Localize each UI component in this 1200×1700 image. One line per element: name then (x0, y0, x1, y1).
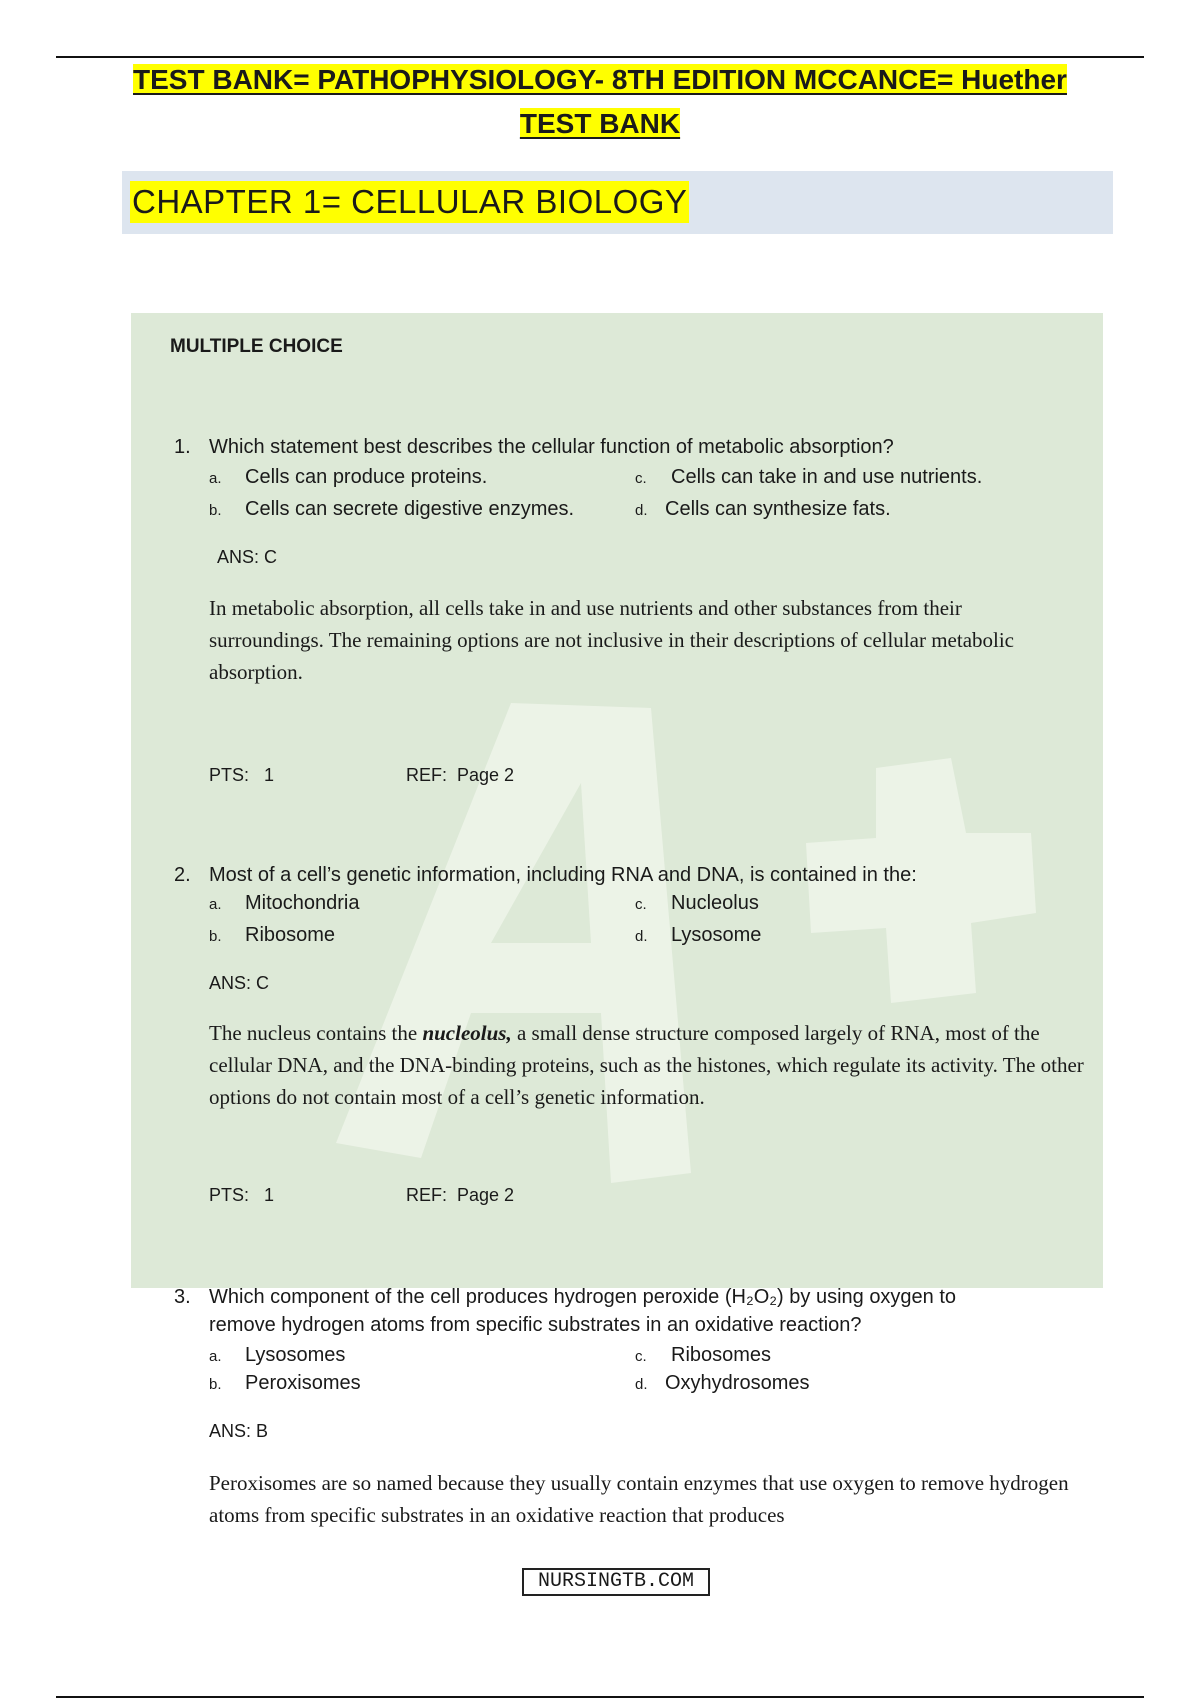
source-site-link[interactable]: NURSINGTB.COM (522, 1568, 710, 1596)
option-letter: c. (635, 470, 647, 487)
option-letter: a. (209, 896, 222, 913)
answer-key: ANS: C (209, 973, 270, 993)
option-text: Peroxisomes (245, 1372, 361, 1394)
option-letter: d. (635, 1376, 648, 1393)
section-heading: MULTIPLE CHOICE (170, 336, 343, 357)
document-title-line2: TEST BANK (519, 108, 681, 139)
option-text: Cells can secrete digestive enzymes. (245, 498, 575, 520)
question-text: Most of a cell’s genetic information, including RNA and DNA, is contained in the: (209, 864, 917, 886)
points: PTS: 1 (209, 1185, 275, 1205)
chapter-heading-band (122, 171, 1113, 234)
question-number: 1. (174, 436, 191, 458)
option-letter: c. (635, 1348, 647, 1365)
option-letter: a. (209, 470, 222, 487)
bottom-rule (56, 1696, 1144, 1698)
option-text: Lysosome (671, 924, 762, 946)
option-text: Mitochondria (245, 892, 360, 914)
option-letter: b. (209, 928, 222, 945)
option-text: Cells can synthesize fats. (665, 498, 891, 520)
answer-key: ANS: C (217, 547, 278, 567)
option-text: Ribosomes (671, 1344, 772, 1366)
chapter-title: CHAPTER 1= CELLULAR BIOLOGY (130, 181, 689, 223)
document-title-line1: TEST BANK= PATHOPHYSIOLOGY- 8TH EDITION MCCANCE= Huether (133, 64, 1067, 95)
option-letter: c. (635, 896, 647, 913)
option-text: Cells can take in and use nutrients. (671, 466, 983, 488)
option-text: Oxyhydrosomes (665, 1372, 810, 1394)
question-text-line1: Which component of the cell produces hydrogen peroxide (H₂O₂) by using oxygen to (209, 1286, 957, 1308)
option-text: Ribosome (245, 924, 336, 946)
page-reference: REF: Page 2 (406, 1185, 515, 1205)
option-letter: b. (209, 502, 222, 519)
option-letter: a. (209, 1348, 222, 1365)
answer-key: ANS: B (209, 1421, 269, 1441)
option-text: Cells can produce proteins. (245, 466, 488, 488)
rationale: Peroxisomes are so named because they usually contain enzymes that use oxygen to remove hydrogen atoms from specific substrates in an oxidative reaction that produces (209, 1471, 1069, 1527)
page-reference: REF: Page 2 (406, 765, 515, 785)
rationale: The nucleus contains the nucleolus, a small dense structure composed largely of RNA, most of the cellular DNA, and the DNA-binding proteins, such as the histones, which regulate its activity. The other options do not contain most of a cell’s genetic information. (209, 1021, 1084, 1109)
option-text: Nucleolus (671, 892, 759, 914)
option-letter: b. (209, 1376, 222, 1393)
question-text-line2: remove hydrogen atoms from specific substrates in an oxidative reaction? (209, 1314, 862, 1336)
option-letter: d. (635, 502, 648, 519)
question-number: 3. (174, 1286, 191, 1308)
option-letter: d. (635, 928, 648, 945)
question-text: Which statement best describes the cellular function of metabolic absorption? (209, 436, 894, 458)
option-text: Lysosomes (245, 1344, 346, 1366)
rationale: In metabolic absorption, all cells take in and use nutrients and other substances from their surroundings. The remaining options are not inclusive in their descriptions of cellular metabolic absorption. (209, 596, 1015, 684)
points: PTS: 1 (209, 765, 275, 785)
question-number: 2. (174, 864, 191, 886)
emphasized-term: nucleolus, (422, 1021, 512, 1045)
